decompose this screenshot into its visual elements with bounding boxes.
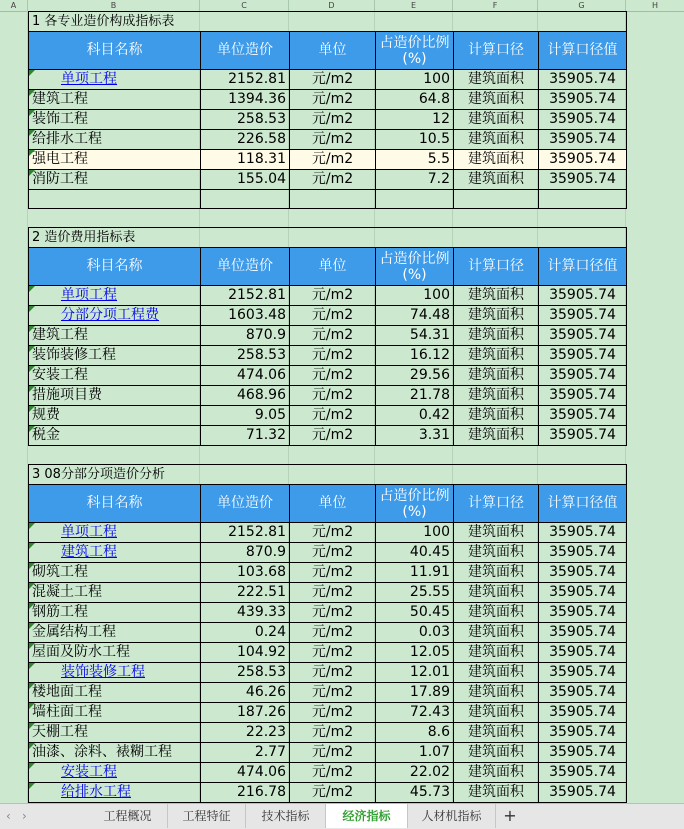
share-cell[interactable]: 50.45 <box>376 603 454 623</box>
header-unit-cost[interactable]: 单位造价 <box>201 248 290 286</box>
basis-value-cell[interactable]: 35905.74 <box>539 723 627 743</box>
basis-cell[interactable]: 建筑面积 <box>454 663 539 683</box>
unit-cost-cell[interactable]: 22.23 <box>201 723 290 743</box>
basis-cell[interactable]: 建筑面积 <box>454 326 539 346</box>
header-share[interactable]: 占造价比例(%) <box>376 485 454 523</box>
item-name[interactable]: 楼地面工程 <box>29 683 201 703</box>
item-link[interactable]: 分部分项工程费 <box>29 306 201 326</box>
table-row <box>29 306 627 326</box>
basis-value-cell[interactable]: 35905.74 <box>539 583 627 603</box>
basis-value-cell[interactable]: 35905.74 <box>539 70 627 90</box>
item-name[interactable]: 建筑工程 <box>29 90 201 110</box>
basis-cell[interactable]: 建筑面积 <box>454 743 539 763</box>
basis-value-cell[interactable]: 35905.74 <box>539 170 627 190</box>
empty-cell[interactable] <box>290 209 376 228</box>
unit-cell[interactable]: 元/m2 <box>290 326 376 346</box>
basis-cell[interactable]: 建筑面积 <box>454 386 539 406</box>
basis-value-cell[interactable]: 35905.74 <box>539 783 627 803</box>
empty-cell[interactable] <box>290 12 376 32</box>
header-share[interactable]: 占造价比例(%) <box>376 248 454 286</box>
header-basis[interactable]: 计算口径 <box>454 485 539 523</box>
unit-cost-cell[interactable]: 222.51 <box>201 583 290 603</box>
table-row <box>29 563 627 583</box>
unit-cost-cell[interactable]: 103.68 <box>201 563 290 583</box>
empty-cell[interactable] <box>539 12 627 32</box>
basis-value-cell[interactable]: 35905.74 <box>539 406 627 426</box>
share-cell[interactable]: 100 <box>376 286 454 306</box>
tab-prev-icon[interactable]: ‹ <box>6 809 11 823</box>
basis-cell[interactable]: 建筑面积 <box>454 70 539 90</box>
basis-cell[interactable]: 建筑面积 <box>454 563 539 583</box>
table-row <box>29 623 627 643</box>
item-name[interactable]: 安装工程 <box>29 366 201 386</box>
item-name[interactable]: 天棚工程 <box>29 723 201 743</box>
unit-cell[interactable]: 元/m2 <box>290 150 376 170</box>
basis-cell[interactable]: 建筑面积 <box>454 523 539 543</box>
unit-cost-cell[interactable]: 258.53 <box>201 346 290 366</box>
unit-cost-cell[interactable]: 870.9 <box>201 326 290 346</box>
share-cell[interactable]: 8.6 <box>376 723 454 743</box>
unit-cost-cell[interactable]: 2.77 <box>201 743 290 763</box>
item-name[interactable]: 消防工程 <box>29 170 201 190</box>
col-header-c[interactable]: C <box>200 0 289 11</box>
empty-cell[interactable] <box>201 228 290 248</box>
table-row <box>29 643 627 663</box>
col-header-e[interactable]: E <box>375 0 453 11</box>
unit-cell[interactable]: 元/m2 <box>290 170 376 190</box>
basis-value-cell[interactable]: 35905.74 <box>539 306 627 326</box>
spacer-row <box>29 209 627 228</box>
share-cell[interactable]: 11.91 <box>376 563 454 583</box>
unit-cost-cell[interactable]: 9.05 <box>201 406 290 426</box>
unit-cell[interactable]: 元/m2 <box>290 603 376 623</box>
table-row <box>29 170 627 190</box>
col-header-a[interactable]: A <box>0 0 28 11</box>
table-row <box>29 190 627 209</box>
item-link[interactable]: 安装工程 <box>29 763 201 783</box>
unit-cost-cell[interactable]: 870.9 <box>201 543 290 563</box>
unit-cost-cell[interactable]: 0.24 <box>201 623 290 643</box>
unit-cost-cell[interactable]: 71.32 <box>201 426 290 446</box>
item-name[interactable]: 金属结构工程 <box>29 623 201 643</box>
basis-cell[interactable]: 建筑面积 <box>454 643 539 663</box>
unit-cell[interactable]: 元/m2 <box>290 623 376 643</box>
share-cell[interactable]: 74.48 <box>376 306 454 326</box>
header-unit[interactable]: 单位 <box>290 32 376 70</box>
basis-cell[interactable]: 建筑面积 <box>454 306 539 326</box>
empty-cell[interactable] <box>539 465 627 485</box>
tab-project-features[interactable]: 工程特征 <box>168 804 246 828</box>
header-basis[interactable]: 计算口径 <box>454 32 539 70</box>
table-row <box>29 286 627 306</box>
basis-value-cell[interactable]: 35905.74 <box>539 523 627 543</box>
section-title-row <box>29 12 627 32</box>
item-name[interactable]: 装饰工程 <box>29 110 201 130</box>
basis-value-cell[interactable]: 35905.74 <box>539 286 627 306</box>
empty-cell[interactable] <box>376 209 454 228</box>
unit-cost-cell[interactable]: 187.26 <box>201 703 290 723</box>
basis-value-cell[interactable]: 35905.74 <box>539 743 627 763</box>
col-header-f[interactable]: F <box>453 0 538 11</box>
header-basis-value[interactable]: 计算口径值 <box>539 485 627 523</box>
section-title-row <box>29 228 627 248</box>
table-row <box>29 426 627 446</box>
unit-cost-cell[interactable]: 1603.48 <box>201 306 290 326</box>
share-cell[interactable]: 10.5 <box>376 130 454 150</box>
table-row <box>29 366 627 386</box>
sheet-tab-bar <box>0 803 684 829</box>
item-link[interactable]: 装饰装修工程 <box>29 663 201 683</box>
empty-cell[interactable] <box>454 446 539 465</box>
basis-value-cell[interactable]: 35905.74 <box>539 130 627 150</box>
empty-cell[interactable] <box>201 12 290 32</box>
basis-value-cell[interactable]: 35905.74 <box>539 326 627 346</box>
basis-value-cell[interactable]: 35905.74 <box>539 426 627 446</box>
empty-cell[interactable] <box>201 209 290 228</box>
unit-cost-cell[interactable]: 46.26 <box>201 683 290 703</box>
share-cell[interactable]: 5.5 <box>376 150 454 170</box>
basis-value-cell[interactable]: 35905.74 <box>539 563 627 583</box>
unit-cell[interactable]: 元/m2 <box>290 386 376 406</box>
share-cell[interactable]: 22.02 <box>376 763 454 783</box>
table-row <box>29 386 627 406</box>
tab-project-overview[interactable]: 工程概况 <box>88 804 168 828</box>
empty-cell[interactable] <box>29 209 201 228</box>
share-cell[interactable]: 21.78 <box>376 386 454 406</box>
table-row <box>29 583 627 603</box>
empty-cell[interactable] <box>376 228 454 248</box>
item-name[interactable]: 墙柱面工程 <box>29 703 201 723</box>
unit-cell[interactable]: 元/m2 <box>290 583 376 603</box>
spreadsheet-grid[interactable] <box>0 11 684 803</box>
unit-cell[interactable]: 元/m2 <box>290 406 376 426</box>
basis-cell[interactable]: 建筑面积 <box>454 150 539 170</box>
basis-value-cell[interactable]: 35905.74 <box>539 683 627 703</box>
table-row <box>29 110 627 130</box>
unit-cell[interactable]: 元/m2 <box>290 286 376 306</box>
unit-cost-cell[interactable]: 2152.81 <box>201 523 290 543</box>
empty-cell[interactable] <box>376 12 454 32</box>
share-cell[interactable]: 17.89 <box>376 683 454 703</box>
add-sheet-icon[interactable]: + <box>503 806 517 825</box>
header-unit[interactable]: 单位 <box>290 485 376 523</box>
section-title[interactable]: 3 08分部分项造价分析 <box>29 465 201 485</box>
header-unit[interactable]: 单位 <box>290 248 376 286</box>
item-name[interactable] <box>29 190 201 209</box>
item-name[interactable]: 强电工程 <box>29 150 201 170</box>
basis-value-cell[interactable]: 35905.74 <box>539 150 627 170</box>
share-cell[interactable]: 7.2 <box>376 170 454 190</box>
item-name[interactable]: 税金 <box>29 426 201 446</box>
share-cell[interactable]: 16.12 <box>376 346 454 366</box>
share-cell[interactable]: 0.03 <box>376 623 454 643</box>
empty-cell[interactable] <box>539 446 627 465</box>
unit-cell[interactable]: 元/m2 <box>290 366 376 386</box>
basis-value-cell[interactable] <box>539 190 627 209</box>
table-row <box>29 663 627 683</box>
share-cell[interactable]: 54.31 <box>376 326 454 346</box>
empty-cell[interactable] <box>376 465 454 485</box>
item-link[interactable]: 给排水工程 <box>29 783 201 803</box>
unit-cost-cell[interactable]: 474.06 <box>201 763 290 783</box>
item-name[interactable]: 装饰装修工程 <box>29 346 201 366</box>
tab-economic-indicators[interactable]: 经济指标 <box>326 804 408 828</box>
basis-value-cell[interactable]: 35905.74 <box>539 763 627 783</box>
empty-cell[interactable] <box>201 465 290 485</box>
unit-cost-cell[interactable]: 1394.36 <box>201 90 290 110</box>
share-cell[interactable]: 12 <box>376 110 454 130</box>
basis-value-cell[interactable]: 35905.74 <box>539 663 627 683</box>
header-basis[interactable]: 计算口径 <box>454 248 539 286</box>
unit-cell[interactable]: 元/m2 <box>290 306 376 326</box>
share-cell[interactable]: 72.43 <box>376 703 454 723</box>
basis-cell[interactable]: 建筑面积 <box>454 170 539 190</box>
basis-cell[interactable]: 建筑面积 <box>454 683 539 703</box>
basis-value-cell[interactable]: 35905.74 <box>539 90 627 110</box>
basis-value-cell[interactable]: 35905.74 <box>539 703 627 723</box>
share-cell[interactable]: 64.8 <box>376 90 454 110</box>
item-name[interactable]: 屋面及防水工程 <box>29 643 201 663</box>
table-row <box>29 90 627 110</box>
section-title[interactable]: 1 各专业造价构成指标表 <box>29 12 201 32</box>
basis-cell[interactable]: 建筑面积 <box>454 583 539 603</box>
basis-value-cell[interactable]: 35905.74 <box>539 386 627 406</box>
basis-cell[interactable]: 建筑面积 <box>454 110 539 130</box>
table-header-row <box>29 485 627 523</box>
unit-cost-cell[interactable]: 216.78 <box>201 783 290 803</box>
share-cell[interactable] <box>376 190 454 209</box>
unit-cost-cell[interactable]: 118.31 <box>201 150 290 170</box>
basis-value-cell[interactable]: 35905.74 <box>539 110 627 130</box>
tab-next-icon[interactable]: › <box>22 809 27 823</box>
share-cell[interactable]: 100 <box>376 523 454 543</box>
empty-cell[interactable] <box>29 446 201 465</box>
share-cell[interactable]: 40.45 <box>376 543 454 563</box>
empty-cell[interactable] <box>290 228 376 248</box>
table-row <box>29 150 627 170</box>
indicator-tables <box>28 11 627 803</box>
unit-cell[interactable]: 元/m2 <box>290 743 376 763</box>
item-link[interactable]: 建筑工程 <box>29 543 201 563</box>
table-row <box>29 130 627 150</box>
table-row <box>29 703 627 723</box>
unit-cell[interactable]: 元/m2 <box>290 783 376 803</box>
unit-cost-cell[interactable]: 258.53 <box>201 110 290 130</box>
share-cell[interactable]: 12.01 <box>376 663 454 683</box>
table-row <box>29 523 627 543</box>
basis-cell[interactable]: 建筑面积 <box>454 90 539 110</box>
unit-cell[interactable]: 元/m2 <box>290 543 376 563</box>
share-cell[interactable]: 29.56 <box>376 366 454 386</box>
table-row <box>29 723 627 743</box>
unit-cost-cell[interactable]: 2152.81 <box>201 286 290 306</box>
table-row <box>29 406 627 426</box>
share-cell[interactable]: 12.05 <box>376 643 454 663</box>
empty-cell[interactable] <box>454 209 539 228</box>
basis-cell[interactable]: 建筑面积 <box>454 703 539 723</box>
item-name[interactable]: 给排水工程 <box>29 130 201 150</box>
basis-cell[interactable]: 建筑面积 <box>454 426 539 446</box>
col-header-g[interactable]: G <box>538 0 626 11</box>
table-row <box>29 783 627 803</box>
empty-cell[interactable] <box>454 228 539 248</box>
unit-cell[interactable]: 元/m2 <box>290 703 376 723</box>
basis-cell[interactable]: 建筑面积 <box>454 603 539 623</box>
header-share[interactable]: 占造价比例(%) <box>376 32 454 70</box>
share-cell[interactable]: 45.73 <box>376 783 454 803</box>
item-name[interactable]: 油漆、涂料、裱糊工程 <box>29 743 201 763</box>
share-cell[interactable]: 25.55 <box>376 583 454 603</box>
empty-cell[interactable] <box>454 465 539 485</box>
unit-cell[interactable]: 元/m2 <box>290 763 376 783</box>
table-row <box>29 763 627 783</box>
unit-cost-cell[interactable]: 155.04 <box>201 170 290 190</box>
unit-cell[interactable]: 元/m2 <box>290 70 376 90</box>
table-row <box>29 326 627 346</box>
empty-cell[interactable] <box>290 446 376 465</box>
share-cell[interactable]: 100 <box>376 70 454 90</box>
unit-cell[interactable]: 元/m2 <box>290 663 376 683</box>
share-cell[interactable]: 0.42 <box>376 406 454 426</box>
header-unit-cost[interactable]: 单位造价 <box>201 485 290 523</box>
table-row <box>29 346 627 366</box>
unit-cell[interactable]: 元/m2 <box>290 130 376 150</box>
basis-cell[interactable]: 建筑面积 <box>454 763 539 783</box>
unit-cell[interactable]: 元/m2 <box>290 346 376 366</box>
basis-value-cell[interactable]: 35905.74 <box>539 603 627 623</box>
unit-cell[interactable]: 元/m2 <box>290 643 376 663</box>
header-name[interactable]: 科目名称 <box>29 485 201 523</box>
item-name[interactable]: 砌筑工程 <box>29 563 201 583</box>
empty-cell[interactable] <box>290 465 376 485</box>
item-name[interactable]: 措施项目费 <box>29 386 201 406</box>
tab-labor-material-indicators[interactable]: 人材机指标 <box>408 804 496 828</box>
table-header-row <box>29 32 627 70</box>
table-row <box>29 743 627 763</box>
unit-cell[interactable] <box>290 190 376 209</box>
table-row <box>29 543 627 563</box>
col-header-d[interactable]: D <box>289 0 375 11</box>
empty-cell[interactable] <box>376 446 454 465</box>
basis-cell[interactable]: 建筑面积 <box>454 286 539 306</box>
unit-cost-cell[interactable]: 439.33 <box>201 603 290 623</box>
empty-cell[interactable] <box>201 446 290 465</box>
unit-cost-cell[interactable] <box>201 190 290 209</box>
item-name[interactable]: 建筑工程 <box>29 326 201 346</box>
basis-cell[interactable]: 建筑面积 <box>454 130 539 150</box>
basis-value-cell[interactable]: 35905.74 <box>539 643 627 663</box>
empty-cell[interactable] <box>539 228 627 248</box>
basis-value-cell[interactable]: 35905.74 <box>539 543 627 563</box>
basis-cell[interactable]: 建筑面积 <box>454 723 539 743</box>
empty-cell[interactable] <box>454 12 539 32</box>
table-header-row <box>29 248 627 286</box>
unit-cost-cell[interactable]: 468.96 <box>201 386 290 406</box>
basis-cell[interactable]: 建筑面积 <box>454 406 539 426</box>
basis-cell[interactable]: 建筑面积 <box>454 366 539 386</box>
item-name[interactable]: 规费 <box>29 406 201 426</box>
basis-cell[interactable]: 建筑面积 <box>454 346 539 366</box>
share-cell[interactable]: 1.07 <box>376 743 454 763</box>
header-name[interactable]: 科目名称 <box>29 248 201 286</box>
unit-cost-cell[interactable]: 2152.81 <box>201 70 290 90</box>
basis-value-cell[interactable]: 35905.74 <box>539 366 627 386</box>
unit-cell[interactable]: 元/m2 <box>290 683 376 703</box>
empty-cell[interactable] <box>539 209 627 228</box>
basis-cell[interactable] <box>454 190 539 209</box>
header-basis-value[interactable]: 计算口径值 <box>539 32 627 70</box>
unit-cost-cell[interactable]: 226.58 <box>201 130 290 150</box>
section-title-row <box>29 465 627 485</box>
section-title[interactable]: 2 造价费用指标表 <box>29 228 201 248</box>
header-unit-cost[interactable]: 单位造价 <box>201 32 290 70</box>
unit-cost-cell[interactable]: 258.53 <box>201 663 290 683</box>
tab-technical-indicators[interactable]: 技术指标 <box>246 804 326 828</box>
table-row <box>29 683 627 703</box>
unit-cost-cell[interactable]: 104.92 <box>201 643 290 663</box>
header-name[interactable]: 科目名称 <box>29 32 201 70</box>
col-header-h[interactable]: H <box>651 1 658 10</box>
basis-cell[interactable]: 建筑面积 <box>454 543 539 563</box>
item-name[interactable]: 钢筋工程 <box>29 603 201 623</box>
col-header-b[interactable]: B <box>28 0 200 11</box>
table-row <box>29 70 627 90</box>
unit-cell[interactable]: 元/m2 <box>290 723 376 743</box>
item-link[interactable]: 单项工程 <box>29 70 201 90</box>
unit-cell[interactable]: 元/m2 <box>290 426 376 446</box>
basis-cell[interactable]: 建筑面积 <box>454 783 539 803</box>
item-link[interactable]: 单项工程 <box>29 286 201 306</box>
basis-value-cell[interactable]: 35905.74 <box>539 346 627 366</box>
unit-cell[interactable]: 元/m2 <box>290 110 376 130</box>
basis-cell[interactable]: 建筑面积 <box>454 623 539 643</box>
header-basis-value[interactable]: 计算口径值 <box>539 248 627 286</box>
table-row <box>29 603 627 623</box>
basis-value-cell[interactable]: 35905.74 <box>539 623 627 643</box>
item-name[interactable]: 混凝土工程 <box>29 583 201 603</box>
unit-cell[interactable]: 元/m2 <box>290 90 376 110</box>
unit-cell[interactable]: 元/m2 <box>290 523 376 543</box>
spacer-row <box>29 446 627 465</box>
unit-cell[interactable]: 元/m2 <box>290 563 376 583</box>
unit-cost-cell[interactable]: 474.06 <box>201 366 290 386</box>
share-cell[interactable]: 3.31 <box>376 426 454 446</box>
item-link[interactable]: 单项工程 <box>29 523 201 543</box>
